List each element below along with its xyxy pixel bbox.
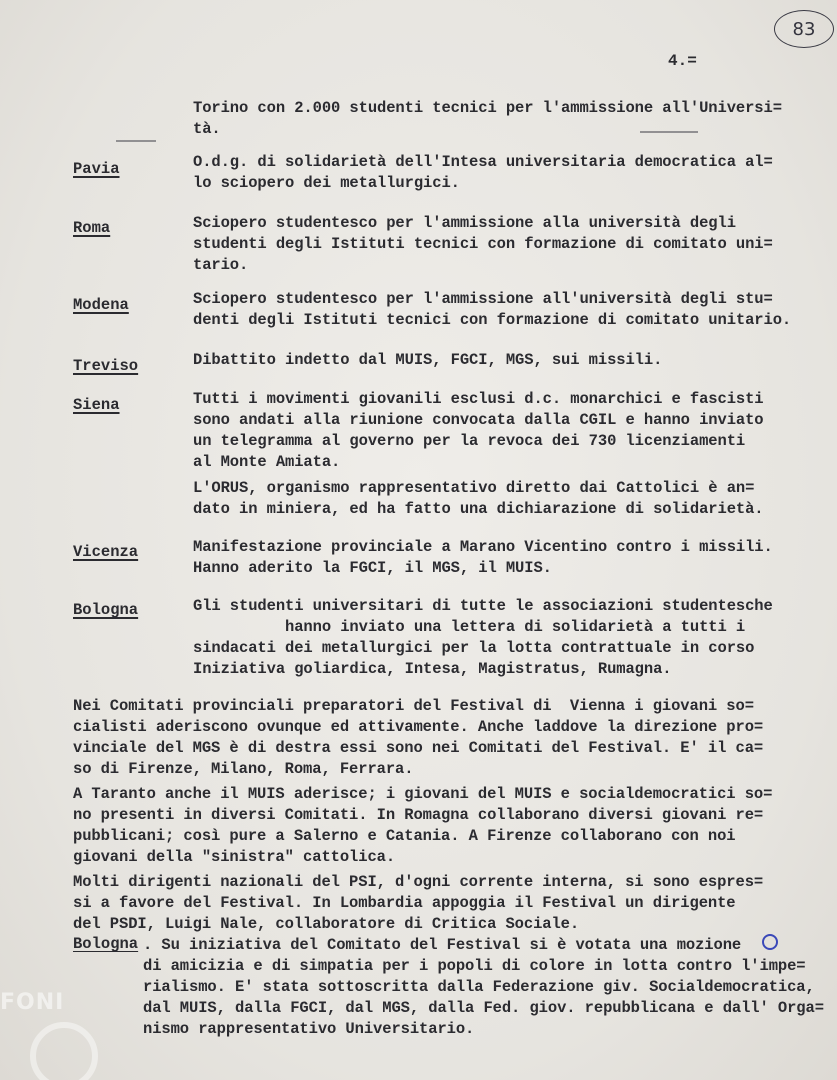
- entry-treviso-text: Dibattito indetto dal MUIS, FGCI, MGS, sui missili.: [193, 351, 663, 369]
- watermark-logo-icon: [30, 1022, 98, 1080]
- city-treviso: Treviso: [73, 357, 139, 375]
- entry-bologna-text: Gli studenti universitari di tutte le associazioni studentesche hanno inviato una lettera di solidarietà a tutti i sindacati dei metallurgici per la lotta contrattuale in corso Iniziativa goliardica, Intesa, Magistratus, Rumagna.: [193, 597, 773, 678]
- archive-watermark: FONI: [0, 990, 65, 1015]
- page-number: 4.=: [668, 52, 697, 70]
- city-vicenza: Vicenza: [73, 543, 139, 561]
- entry-vicenza-text: Manifestazione provinciale a Marano Vicentino contro i missili. Hanno aderito la FGCI, il MGS, il MUIS.: [193, 538, 773, 577]
- entry-orus-text: L'ORUS, organismo rappresentativo diretto dai Cattolici è an= dato in miniera, ed ha fatto una dichiarazione di solidarietà.: [193, 479, 764, 518]
- final-city-bologna: Bologna: [73, 935, 139, 953]
- entry-modena-text: Sciopero studentesco per l'ammissione all'università degli stu= denti degli Istituti tecnici con formazione di comitato unitario.: [193, 290, 792, 329]
- city-modena: Modena: [73, 296, 129, 314]
- ink-smudge: [116, 140, 156, 142]
- city-pavia: Pavia: [73, 160, 120, 178]
- city-bologna: Bologna: [73, 601, 139, 619]
- paragraph-festival: Nei Comitati provinciali preparatori del Festival di Vienna i giovani so= cialisti aderiscono ovunque ed attivamente. Anche laddove la direzione pro= vinciale del MGS è di destra essi sono nei Comitati del Festival. E' il ca= so di Firenze, Milano, Roma, Ferrara.: [73, 697, 764, 778]
- final-text: . Su iniziativa del Comitato del Festival si è votata una mozione di amicizia e di simpatia per i popoli di colore in lotta contro l'impe= rialismo. E' stata sottoscritta dalla Federazione giv. Socialdemocratica, dal MUIS, dalla FGCI, dal MGS, dalla Fed. giov. repubblicana e dall' Orga= nismo rappresentativo Universitario.: [143, 936, 824, 1038]
- paragraph-taranto: A Taranto anche il MUIS aderisce; i giovani del MUIS e socialdemocratici so= no presenti in diversi Comitati. In Romagna collaborano diversi giovani re= pubblicani; così pure a Salerno e Catania. A Firenze collaborano con noi giovani della "sinistra" cattolica.: [73, 785, 773, 866]
- intro-text: Torino con 2.000 studenti tecnici per l'ammissione all'Universi= tà.: [193, 99, 782, 138]
- city-roma: Roma: [73, 219, 111, 237]
- entry-pavia-text: O.d.g. di solidarietà dell'Intesa universitaria democratica al= lo sciopero dei metallurgici.: [193, 153, 773, 192]
- entry-roma-text: Sciopero studentesco per l'ammissione alla università degli studenti degli Istituti tecnici con formazione di comitato uni= tario.: [193, 214, 773, 274]
- entry-siena-text: Tutti i movimenti giovanili esclusi d.c. monarchici e fascisti sono andati alla riunione convocata dalla CGIL e hanno inviato un telegramma al governo per la revoca dei 730 licenziamenti al Monte Amiata.: [193, 390, 764, 471]
- paragraph-psi: Molti dirigenti nazionali del PSI, d'ogni corrente interna, si sono espres= si a favore del Festival. In Lombardia appoggia il Festival un dirigente del PSDI, Luigi Nale, collaboratore di Critica Sociale.: [73, 873, 764, 933]
- city-siena: Siena: [73, 396, 120, 414]
- blue-ink-mark: [762, 934, 778, 950]
- page-stamp: 83: [774, 10, 834, 48]
